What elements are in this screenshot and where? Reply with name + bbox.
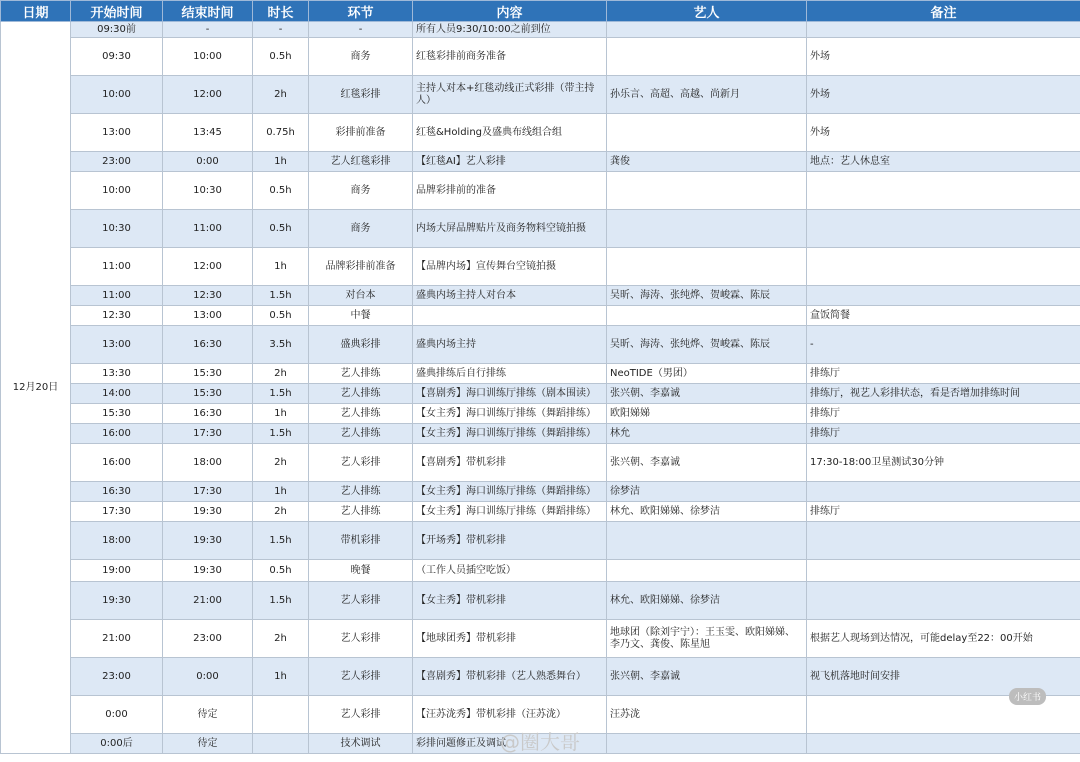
note-cell: [807, 560, 1080, 582]
artists-cell: NeoTIDE（男团）: [607, 364, 807, 384]
duration-cell: -: [253, 22, 309, 38]
table-row: [1, 444, 1080, 482]
artists-cell: [607, 306, 807, 326]
table-row: [1, 22, 1080, 38]
start-time-cell: 10:30: [71, 210, 163, 248]
end-time-cell: -: [163, 22, 253, 38]
content-cell: 【品牌内场】宣传舞台空镜拍摄: [413, 248, 607, 286]
stage-cell: 晚餐: [309, 560, 413, 582]
duration-cell: 1.5h: [253, 286, 309, 306]
content-cell: 【喜剧秀】海口训练厅排练（剧本围读）: [413, 384, 607, 404]
note-cell: 外场: [807, 114, 1080, 152]
note-cell: 盒饭简餐: [807, 306, 1080, 326]
note-cell: [807, 172, 1080, 210]
artists-cell: 孙乐言、高超、高越、尚新月: [607, 76, 807, 114]
note-cell: [807, 248, 1080, 286]
end-time-cell: 19:30: [163, 560, 253, 582]
start-time-cell: 12:30: [71, 306, 163, 326]
stage-cell: 艺人排练: [309, 502, 413, 522]
stage-cell: 彩排前准备: [309, 114, 413, 152]
duration-cell: 0.5h: [253, 210, 309, 248]
duration-cell: 0.5h: [253, 306, 309, 326]
artists-cell: 林允、欧阳娣娣、徐梦洁: [607, 502, 807, 522]
stage-cell: 艺人排练: [309, 384, 413, 404]
stage-cell: 艺人彩排: [309, 658, 413, 696]
end-time-cell: 12:00: [163, 248, 253, 286]
artists-cell: 张兴朝、李嘉诚: [607, 444, 807, 482]
duration-cell: 0.5h: [253, 560, 309, 582]
note-cell: [807, 582, 1080, 620]
header-notes: 备注: [807, 1, 1080, 22]
duration-cell: 1h: [253, 482, 309, 502]
end-time-cell: 13:00: [163, 306, 253, 326]
content-cell: 品牌彩排前的准备: [413, 172, 607, 210]
duration-cell: [253, 734, 309, 754]
duration-cell: 1.5h: [253, 424, 309, 444]
start-time-cell: 16:00: [71, 424, 163, 444]
stage-cell: 中餐: [309, 306, 413, 326]
content-cell: [413, 306, 607, 326]
artists-cell: [607, 38, 807, 76]
artists-cell: 张兴朝、李嘉诚: [607, 384, 807, 404]
start-time-cell: 15:30: [71, 404, 163, 424]
table-row: [1, 424, 1080, 444]
start-time-cell: 0:00后: [71, 734, 163, 754]
table-row: [1, 114, 1080, 152]
duration-cell: 1h: [253, 658, 309, 696]
content-cell: 【地球团秀】带机彩排: [413, 620, 607, 658]
stage-cell: -: [309, 22, 413, 38]
content-cell: 【女主秀】海口训练厅排练（舞蹈排练）: [413, 502, 607, 522]
table-row: [1, 306, 1080, 326]
end-time-cell: 待定: [163, 696, 253, 734]
artists-cell: [607, 22, 807, 38]
stage-cell: 商务: [309, 38, 413, 76]
end-time-cell: 17:30: [163, 424, 253, 444]
content-cell: 【女主秀】海口训练厅排练（舞蹈排练）: [413, 482, 607, 502]
content-cell: 红毯&Holding及盛典布线组合组: [413, 114, 607, 152]
artists-cell: 林允、欧阳娣娣、徐梦洁: [607, 582, 807, 620]
end-time-cell: 10:30: [163, 172, 253, 210]
end-time-cell: 19:30: [163, 522, 253, 560]
stage-cell: 对台本: [309, 286, 413, 306]
table-row: [1, 522, 1080, 560]
table-row: [1, 620, 1080, 658]
start-time-cell: 16:00: [71, 444, 163, 482]
artists-cell: 地球团（除刘宇宁）：王玉雯、欧阳娣娣、李乃文、龚俊、陈星旭: [607, 620, 807, 658]
table-row: [1, 384, 1080, 404]
end-time-cell: 15:30: [163, 364, 253, 384]
table-row: [1, 658, 1080, 696]
duration-cell: 3.5h: [253, 326, 309, 364]
end-time-cell: 16:30: [163, 404, 253, 424]
artists-cell: 吴昕、海涛、张纯烨、贺峻霖、陈辰: [607, 326, 807, 364]
artists-cell: [607, 522, 807, 560]
start-time-cell: 19:30: [71, 582, 163, 620]
duration-cell: 2h: [253, 502, 309, 522]
duration-cell: 0.5h: [253, 172, 309, 210]
header-stage: 环节: [309, 1, 413, 22]
artists-cell: 吴昕、海涛、张纯烨、贺峻霖、陈辰: [607, 286, 807, 306]
duration-cell: 1.5h: [253, 522, 309, 560]
header-row: [1, 1, 1080, 22]
note-cell: -: [807, 326, 1080, 364]
table-row: [1, 152, 1080, 172]
artists-cell: [607, 248, 807, 286]
duration-cell: 1h: [253, 248, 309, 286]
note-cell: [807, 734, 1080, 754]
end-time-cell: 15:30: [163, 384, 253, 404]
duration-cell: [253, 696, 309, 734]
note-cell: 地点：艺人休息室: [807, 152, 1080, 172]
date-cell: 12月20日: [1, 22, 71, 754]
stage-cell: 艺人彩排: [309, 620, 413, 658]
artists-cell: 汪苏泷: [607, 696, 807, 734]
duration-cell: 1.5h: [253, 384, 309, 404]
content-cell: 【汪苏泷秀】带机彩排（汪苏泷）: [413, 696, 607, 734]
end-time-cell: 10:00: [163, 38, 253, 76]
start-time-cell: 17:30: [71, 502, 163, 522]
end-time-cell: 18:00: [163, 444, 253, 482]
note-cell: 排练厅: [807, 404, 1080, 424]
note-cell: [807, 210, 1080, 248]
stage-cell: 艺人红毯彩排: [309, 152, 413, 172]
table-row: [1, 286, 1080, 306]
end-time-cell: 17:30: [163, 482, 253, 502]
artists-cell: [607, 210, 807, 248]
artists-cell: 徐梦洁: [607, 482, 807, 502]
stage-cell: 艺人彩排: [309, 444, 413, 482]
start-time-cell: 19:00: [71, 560, 163, 582]
stage-cell: 品牌彩排前准备: [309, 248, 413, 286]
content-cell: 【开场秀】带机彩排: [413, 522, 607, 560]
start-time-cell: 14:00: [71, 384, 163, 404]
duration-cell: 2h: [253, 620, 309, 658]
stage-cell: 艺人排练: [309, 424, 413, 444]
duration-cell: 2h: [253, 76, 309, 114]
stage-cell: 艺人彩排: [309, 696, 413, 734]
end-time-cell: 0:00: [163, 152, 253, 172]
end-time-cell: 21:00: [163, 582, 253, 620]
start-time-cell: 23:00: [71, 152, 163, 172]
content-cell: 【女主秀】带机彩排: [413, 582, 607, 620]
note-cell: 外场: [807, 76, 1080, 114]
content-cell: 盛典内场主持人对台本: [413, 286, 607, 306]
artists-cell: [607, 172, 807, 210]
watermark: @圈大哥: [500, 730, 580, 754]
table-row: [1, 38, 1080, 76]
content-cell: 所有人员9:30/10:00之前到位: [413, 22, 607, 38]
table-row: [1, 364, 1080, 384]
table-row: [1, 582, 1080, 620]
artists-cell: [607, 560, 807, 582]
stage-cell: 盛典彩排: [309, 326, 413, 364]
start-time-cell: 0:00: [71, 696, 163, 734]
stage-cell: 艺人排练: [309, 482, 413, 502]
start-time-cell: 21:00: [71, 620, 163, 658]
end-time-cell: 待定: [163, 734, 253, 754]
table-row: [1, 76, 1080, 114]
table-row: [1, 404, 1080, 424]
end-time-cell: 16:30: [163, 326, 253, 364]
note-cell: [807, 286, 1080, 306]
start-time-cell: 13:30: [71, 364, 163, 384]
header-start-time: 开始时间: [71, 1, 163, 22]
content-cell: 【女主秀】海口训练厅排练（舞蹈排练）: [413, 424, 607, 444]
start-time-cell: 10:00: [71, 76, 163, 114]
duration-cell: 2h: [253, 364, 309, 384]
artists-cell: 欧阳娣娣: [607, 404, 807, 424]
start-time-cell: 23:00: [71, 658, 163, 696]
content-cell: 【喜剧秀】带机彩排: [413, 444, 607, 482]
note-cell: 视飞机落地时间安排: [807, 658, 1080, 696]
artists-cell: [607, 734, 807, 754]
end-time-cell: 12:30: [163, 286, 253, 306]
stage-cell: 艺人排练: [309, 404, 413, 424]
artists-cell: [607, 114, 807, 152]
stage-cell: 商务: [309, 210, 413, 248]
start-time-cell: 11:00: [71, 248, 163, 286]
table-row: [1, 560, 1080, 582]
end-time-cell: 11:00: [163, 210, 253, 248]
stage-cell: 带机彩排: [309, 522, 413, 560]
duration-cell: 1h: [253, 404, 309, 424]
stage-cell: 商务: [309, 172, 413, 210]
duration-cell: 0.75h: [253, 114, 309, 152]
stage-cell: 红毯彩排: [309, 76, 413, 114]
content-cell: （工作人员插空吃饭）: [413, 560, 607, 582]
header-content: 内容: [413, 1, 607, 22]
end-time-cell: 23:00: [163, 620, 253, 658]
note-cell: [807, 22, 1080, 38]
note-cell: 排练厅: [807, 502, 1080, 522]
table-row: [1, 326, 1080, 364]
header-end-time: 结束时间: [163, 1, 253, 22]
start-time-cell: 13:00: [71, 114, 163, 152]
note-cell: 排练厅: [807, 364, 1080, 384]
stage-cell: 技术调试: [309, 734, 413, 754]
table-row: [1, 248, 1080, 286]
start-time-cell: 09:30: [71, 38, 163, 76]
table-row: [1, 502, 1080, 522]
content-cell: 红毯彩排前商务准备: [413, 38, 607, 76]
artists-cell: 张兴朝、李嘉诚: [607, 658, 807, 696]
artists-cell: 林允: [607, 424, 807, 444]
note-cell: [807, 522, 1080, 560]
duration-cell: 2h: [253, 444, 309, 482]
note-cell: 排练厅: [807, 424, 1080, 444]
end-time-cell: 13:45: [163, 114, 253, 152]
stage-cell: 艺人彩排: [309, 582, 413, 620]
end-time-cell: 19:30: [163, 502, 253, 522]
content-cell: 【喜剧秀】带机彩排（艺人熟悉舞台）: [413, 658, 607, 696]
header-date: 日期: [1, 1, 71, 22]
table-row: [1, 172, 1080, 210]
watermark-logo: 小红书: [1009, 688, 1046, 705]
end-time-cell: 12:00: [163, 76, 253, 114]
note-cell: [807, 482, 1080, 502]
content-cell: 【红毯AI】艺人彩排: [413, 152, 607, 172]
start-time-cell: 16:30: [71, 482, 163, 502]
start-time-cell: 13:00: [71, 326, 163, 364]
table-row: [1, 210, 1080, 248]
note-cell: 排练厅，视艺人彩排状态，看是否增加排练时间: [807, 384, 1080, 404]
duration-cell: 1.5h: [253, 582, 309, 620]
start-time-cell: 11:00: [71, 286, 163, 306]
header-artists: 艺人: [607, 1, 807, 22]
note-cell: 根据艺人现场到达情况，可能delay至22：00开始: [807, 620, 1080, 658]
content-cell: 内场大屏品牌贴片及商务物料空镜拍摄: [413, 210, 607, 248]
start-time-cell: 18:00: [71, 522, 163, 560]
end-time-cell: 0:00: [163, 658, 253, 696]
note-cell: 外场: [807, 38, 1080, 76]
content-cell: 盛典内场主持: [413, 326, 607, 364]
content-cell: 彩排问题修正及调试: [413, 734, 607, 754]
note-cell: 17:30-18:00卫星测试30分钟: [807, 444, 1080, 482]
content-cell: 主持人对本+红毯动线正式彩排（带主持人）: [413, 76, 607, 114]
content-cell: 盛典排练后自行排练: [413, 364, 607, 384]
header-duration: 时长: [253, 1, 309, 22]
table-row: [1, 482, 1080, 502]
content-cell: 【女主秀】海口训练厅排练（舞蹈排练）: [413, 404, 607, 424]
duration-cell: 1h: [253, 152, 309, 172]
start-time-cell: 09:30前: [71, 22, 163, 38]
start-time-cell: 10:00: [71, 172, 163, 210]
artists-cell: 龚俊: [607, 152, 807, 172]
stage-cell: 艺人排练: [309, 364, 413, 384]
duration-cell: 0.5h: [253, 38, 309, 76]
